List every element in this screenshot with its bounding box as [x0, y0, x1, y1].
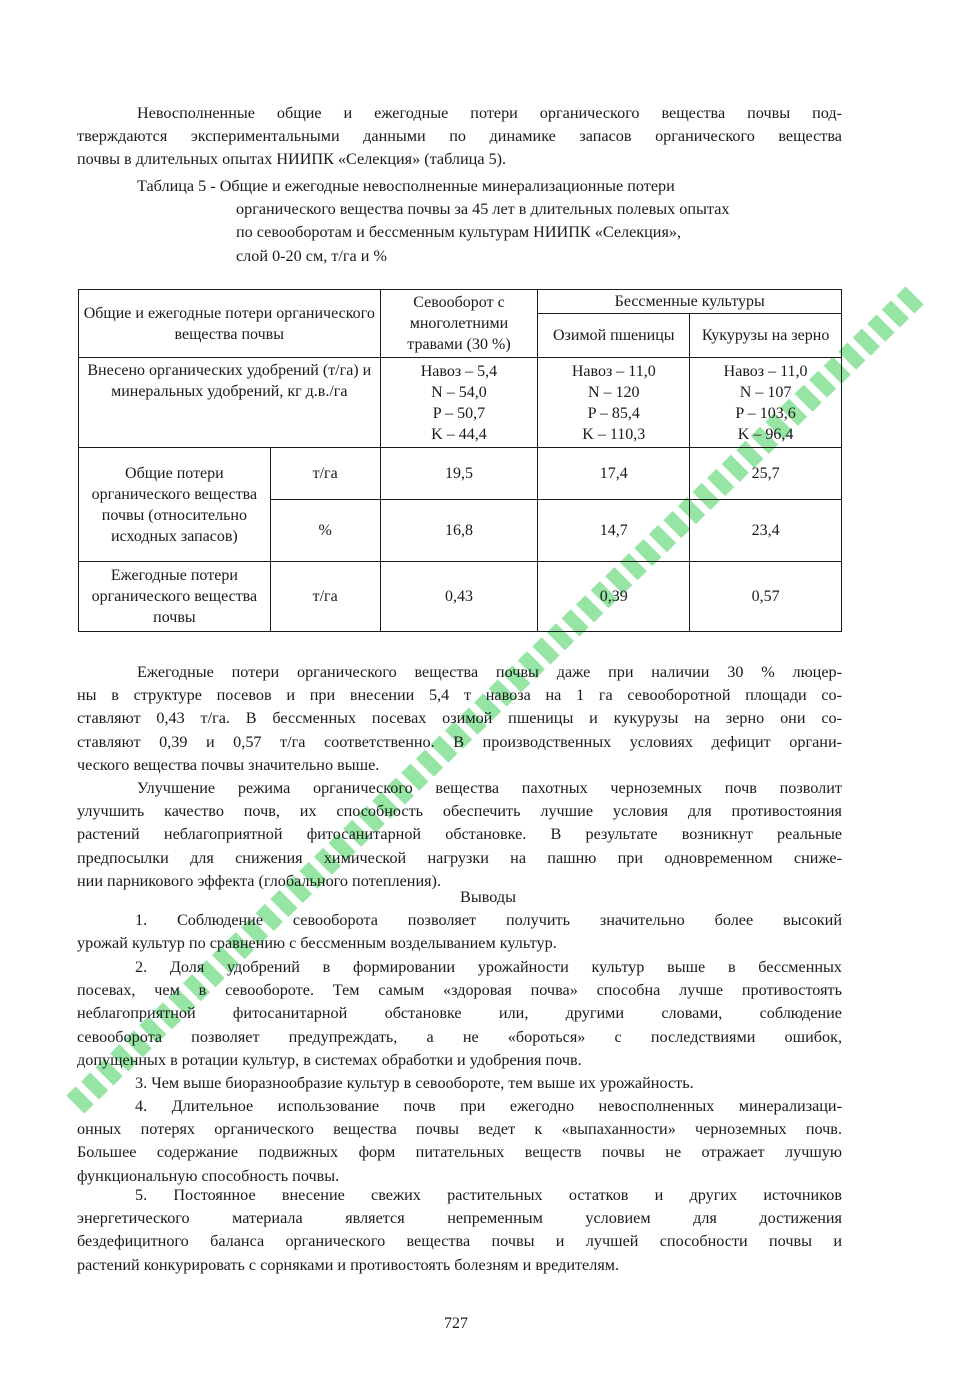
- value-cell: 0,39: [538, 562, 690, 632]
- cell-line: K – 110,3: [582, 425, 646, 443]
- cell-line: Навоз – 11,0: [723, 362, 808, 380]
- value-cell: 14,7: [538, 500, 690, 562]
- text-line: энергетического материала является непременным условием для достижения: [77, 1209, 842, 1228]
- cell-line: N – 120: [588, 383, 640, 401]
- caption-line: слой 0-20 см, т/га и %: [236, 246, 387, 265]
- text-line: растений конкурировать с сорняками и противостоять болезням и вредителям.: [77, 1255, 620, 1274]
- text-line: севооборота позволяет предупреждать, а не «бороться» с последствиями ошибок,: [77, 1027, 842, 1046]
- cell-line: N – 107: [739, 383, 792, 401]
- losses-table: [78, 289, 842, 632]
- intro-paragraph: [77, 102, 842, 172]
- text-line: бездефицитного баланса органического вещества почвы и лучшей способности почвы и: [77, 1232, 842, 1251]
- cell-line: K – 44,4: [431, 425, 487, 443]
- text-line: Большее содержание подвижных форм питательных веществ почвы не отражает лучшую: [77, 1143, 842, 1162]
- cell-line: P – 103,6: [735, 404, 796, 422]
- header-winter-wheat: Озимой пшеницы: [538, 314, 690, 358]
- watermark-dash: [872, 319, 890, 337]
- text-line: ческого вещества почвы значительно выше.: [77, 755, 380, 774]
- value-cell: 23,4: [690, 500, 842, 562]
- text-line: функциональную способность почвы.: [77, 1166, 340, 1185]
- table-row-total-t: [79, 448, 842, 500]
- text-line: ставляют 0,43 т/га. В бессменных посевах озимой пшеницы и кукурузы на зерно они со-: [77, 709, 842, 728]
- conclusion-5: [77, 1184, 842, 1277]
- intro-line: тверждаются экспериментальными данными по динамике запасов органического вещества: [77, 127, 842, 146]
- caption-line: Таблица 5 - Общие и ежегодные невосполненные минерализационные потери: [137, 177, 675, 195]
- text-line: нии парникового эффекта (глобального потепления).: [77, 871, 441, 890]
- paragraph-annual-losses: [77, 661, 842, 777]
- value-cell: 0,57: [690, 562, 842, 632]
- unit-cell: т/га: [270, 562, 380, 632]
- value-cell: 16,8: [380, 500, 538, 562]
- caption-line: органического вещества почвы за 45 лет в длительных полевых опытах: [236, 200, 730, 219]
- text-line: допущенных в ротации культур, в системах обработки и удобрения почв.: [77, 1050, 582, 1069]
- text-line: растений неблагоприятной фитосанитарной обстановке. В результате возникнут реальные: [77, 825, 842, 844]
- cell-line: K – 96,4: [737, 425, 794, 443]
- text-line: улучшить качество почв, их способность обеспечить лучшие условия для противостояния: [77, 802, 842, 821]
- fertilizers-wheat: [538, 358, 690, 448]
- text-line: 2. Доля удобрений в формировании урожайности культур выше в бессменных: [135, 958, 842, 976]
- fertilizers-label: Внесено органических удобрений (т/га) и минеральных удобрений, кг д.в./га: [79, 358, 381, 448]
- header-rotation: Севооборот с многолетними травами (30 %): [380, 290, 538, 358]
- text-line: онных потерях органического вещества почвы ведет к «выпаханности» черноземных почв.: [77, 1120, 842, 1139]
- text-line: Улучшение режима органического вещества пахотных черноземных почв позволит: [137, 779, 842, 797]
- watermark-dash: [537, 642, 555, 660]
- text-line: 3. Чем выше биоразнообразие культур в севообороте, тем выше их урожайность.: [135, 1074, 694, 1092]
- annual-losses-label: Ежегодные потери органического вещества почвы: [79, 562, 271, 632]
- watermark-dash: [857, 333, 875, 351]
- caption-line: по севооборотам и бессменным культурам НИИПК «Селекция»,: [236, 223, 682, 242]
- page-number: 727: [444, 1315, 468, 1332]
- watermark-dash: [843, 347, 861, 365]
- fertilizers-rotation: [380, 358, 538, 448]
- unit-cell: т/га: [270, 448, 380, 500]
- intro-line: Невосполненные общие и ежегодные потери органического вещества почвы под-: [137, 104, 842, 122]
- table-row-fertilizers: [79, 358, 842, 448]
- table-row-annual: [79, 562, 842, 632]
- paragraph-improvement: [77, 777, 842, 893]
- text-line: 4. Длительное использование почв при ежегодно невосполненных минерализаци-: [135, 1097, 842, 1115]
- cell-line: P – 50,7: [432, 404, 486, 422]
- text-line: ставляют 0,39 и 0,57 т/га соответственно. В производственных условиях дефицит органи-: [77, 732, 842, 751]
- cell-line: N – 54,0: [431, 383, 487, 401]
- fertilizers-corn: [690, 358, 842, 448]
- text-line: 5. Постоянное внесение свежих растительных остатков и других источников: [135, 1186, 842, 1204]
- header-losses: Общие и ежегодные потери органического вещества почвы: [79, 290, 381, 358]
- conclusion-2: [77, 956, 842, 1072]
- table-header-row: [79, 290, 842, 314]
- value-cell: 0,43: [380, 562, 538, 632]
- text-line: урожай культур по сравнению с бессменным возделыванием культур.: [77, 934, 557, 953]
- text-line: посевах, чем в севообороте. Тем самым «здоровая почва» способна лучше противостоять: [77, 981, 842, 1000]
- text-line: предпосылки для снижения химической нагрузки на пашню при одновременном сниже-: [77, 848, 842, 867]
- intro-line: почвы в длительных опытах НИИПК «Селекция» (таблица 5).: [77, 150, 507, 169]
- text-line: ны в структуре посевов и при внесении 5,4 т навоза на 1 га севооборотной площади со-: [77, 686, 842, 705]
- unit-cell: %: [270, 500, 380, 562]
- watermark-dash: [886, 305, 904, 323]
- conclusion-4: [77, 1095, 842, 1188]
- conclusions-heading: Выводы: [460, 888, 516, 906]
- value-cell: 19,5: [380, 448, 538, 500]
- cell-line: P – 85,4: [587, 404, 640, 422]
- table-caption: [137, 175, 847, 268]
- text-line: 1. Соблюдение севооборота позволяет получить значительно более высокий: [135, 911, 842, 929]
- total-losses-label: Общие потери органического вещества почвы (относительно исходных запасов): [79, 448, 271, 562]
- header-corn: Кукурузы на зерно: [690, 314, 842, 358]
- header-permanent-crops: Бессменные культуры: [538, 290, 842, 314]
- cell-line: Навоз – 5,4: [420, 362, 498, 380]
- value-cell: 25,7: [690, 448, 842, 500]
- text-line: неблагоприятной фитосанитарной обстановке или, другими словами, соблюдение: [77, 1004, 842, 1023]
- conclusion-3: [77, 1072, 842, 1095]
- value-cell: 17,4: [538, 448, 690, 500]
- watermark-dash: [901, 291, 919, 309]
- text-line: Ежегодные потери органического вещества почвы даже при наличии 30 % люцер-: [137, 663, 842, 681]
- cell-line: Навоз – 11,0: [571, 362, 656, 380]
- conclusion-1: [77, 909, 842, 955]
